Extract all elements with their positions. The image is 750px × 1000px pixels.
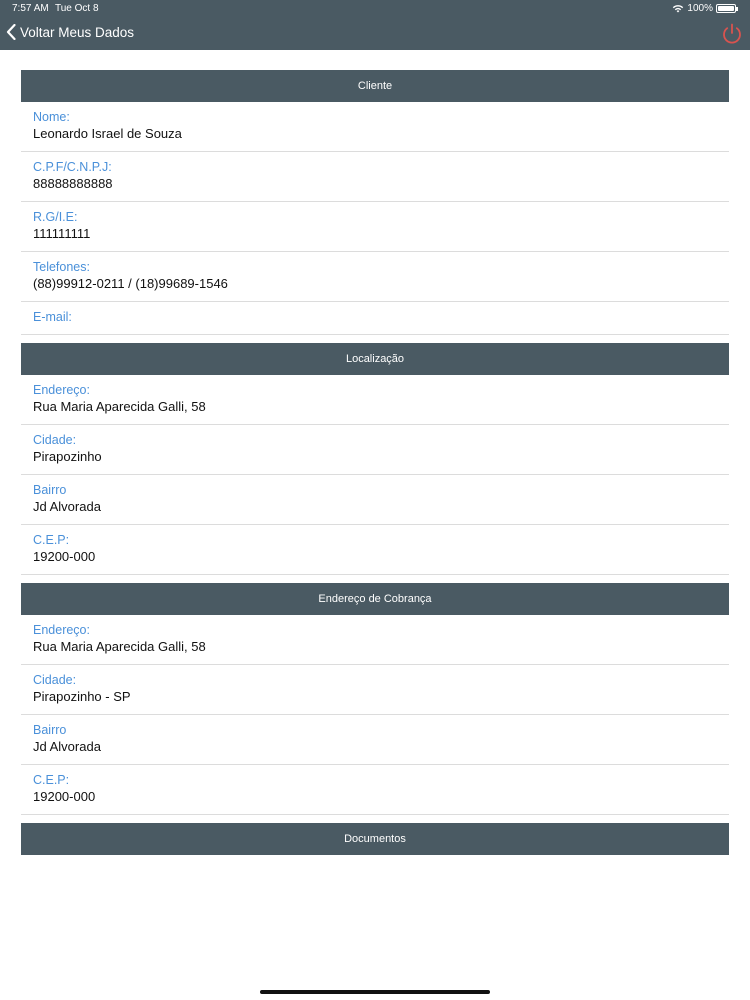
field-label: Bairro xyxy=(33,483,67,497)
field-cobranca-cidade xyxy=(21,665,729,715)
field-value: Rua Maria Aparecida Galli, 58 xyxy=(33,399,206,414)
chevron-left-icon xyxy=(6,24,16,40)
field-label: Endereço: xyxy=(33,383,90,397)
profile-content xyxy=(21,70,729,855)
back-button[interactable] xyxy=(6,24,134,40)
field-telefones xyxy=(21,252,729,302)
field-label: C.E.P: xyxy=(33,533,70,547)
section-header-cobranca: Endereço de Cobrança xyxy=(21,583,729,615)
field-endereco xyxy=(21,375,729,425)
field-value: (88)99912-0211 / (18)99689-1546 xyxy=(33,276,228,291)
back-button-label: Voltar Meus Dados xyxy=(20,24,135,40)
section-header-documentos[interactable]: Documentos xyxy=(21,823,729,855)
field-value: 19200-000 xyxy=(33,549,96,564)
field-bairro xyxy=(21,475,729,525)
field-label: C.E.P: xyxy=(33,773,70,787)
field-label: E-mail: xyxy=(33,310,72,324)
field-label: C.P.F/C.N.P.J: xyxy=(33,160,112,174)
field-value: 111111111 xyxy=(33,226,91,241)
wifi-icon xyxy=(672,4,684,13)
field-cobranca-endereco xyxy=(21,615,729,665)
field-label: Telefones: xyxy=(33,260,90,274)
field-value: 19200-000 xyxy=(33,789,96,804)
field-cpf-cnpj xyxy=(21,152,729,202)
power-icon[interactable] xyxy=(720,22,744,46)
field-value: Pirapozinho - SP xyxy=(33,689,131,704)
field-nome xyxy=(21,102,729,152)
navigation-bar xyxy=(0,18,750,50)
field-cep xyxy=(21,525,729,575)
field-value: Jd Alvorada xyxy=(33,499,101,514)
home-indicator[interactable] xyxy=(260,990,490,994)
status-bar xyxy=(0,0,750,18)
field-value: Jd Alvorada xyxy=(33,739,101,754)
top-bar xyxy=(0,0,750,50)
section-header-localizacao: Localização xyxy=(21,343,729,375)
status-time: 7:57 AM xyxy=(12,3,49,14)
field-rg-ie xyxy=(21,202,729,252)
section-header-cliente: Cliente xyxy=(21,70,729,102)
field-label: Endereço: xyxy=(33,623,90,637)
field-value: Leonardo Israel de Souza xyxy=(33,126,182,141)
field-label: Cidade: xyxy=(33,433,77,447)
field-value: Pirapozinho xyxy=(33,449,102,464)
field-label: R.G/I.E: xyxy=(33,210,78,224)
field-value: Rua Maria Aparecida Galli, 58 xyxy=(33,639,206,654)
field-cidade xyxy=(21,425,729,475)
field-value: 88888888888 xyxy=(33,176,113,191)
field-label: Cidade: xyxy=(33,673,77,687)
field-label: Bairro xyxy=(33,723,67,737)
status-right xyxy=(672,3,736,14)
field-label: Nome: xyxy=(33,110,70,124)
field-email xyxy=(21,302,729,335)
status-date: Tue Oct 8 xyxy=(55,3,99,14)
field-cobranca-bairro xyxy=(21,715,729,765)
battery-percent: 100% xyxy=(687,3,713,14)
battery-icon xyxy=(716,4,736,13)
field-cobranca-cep xyxy=(21,765,729,815)
